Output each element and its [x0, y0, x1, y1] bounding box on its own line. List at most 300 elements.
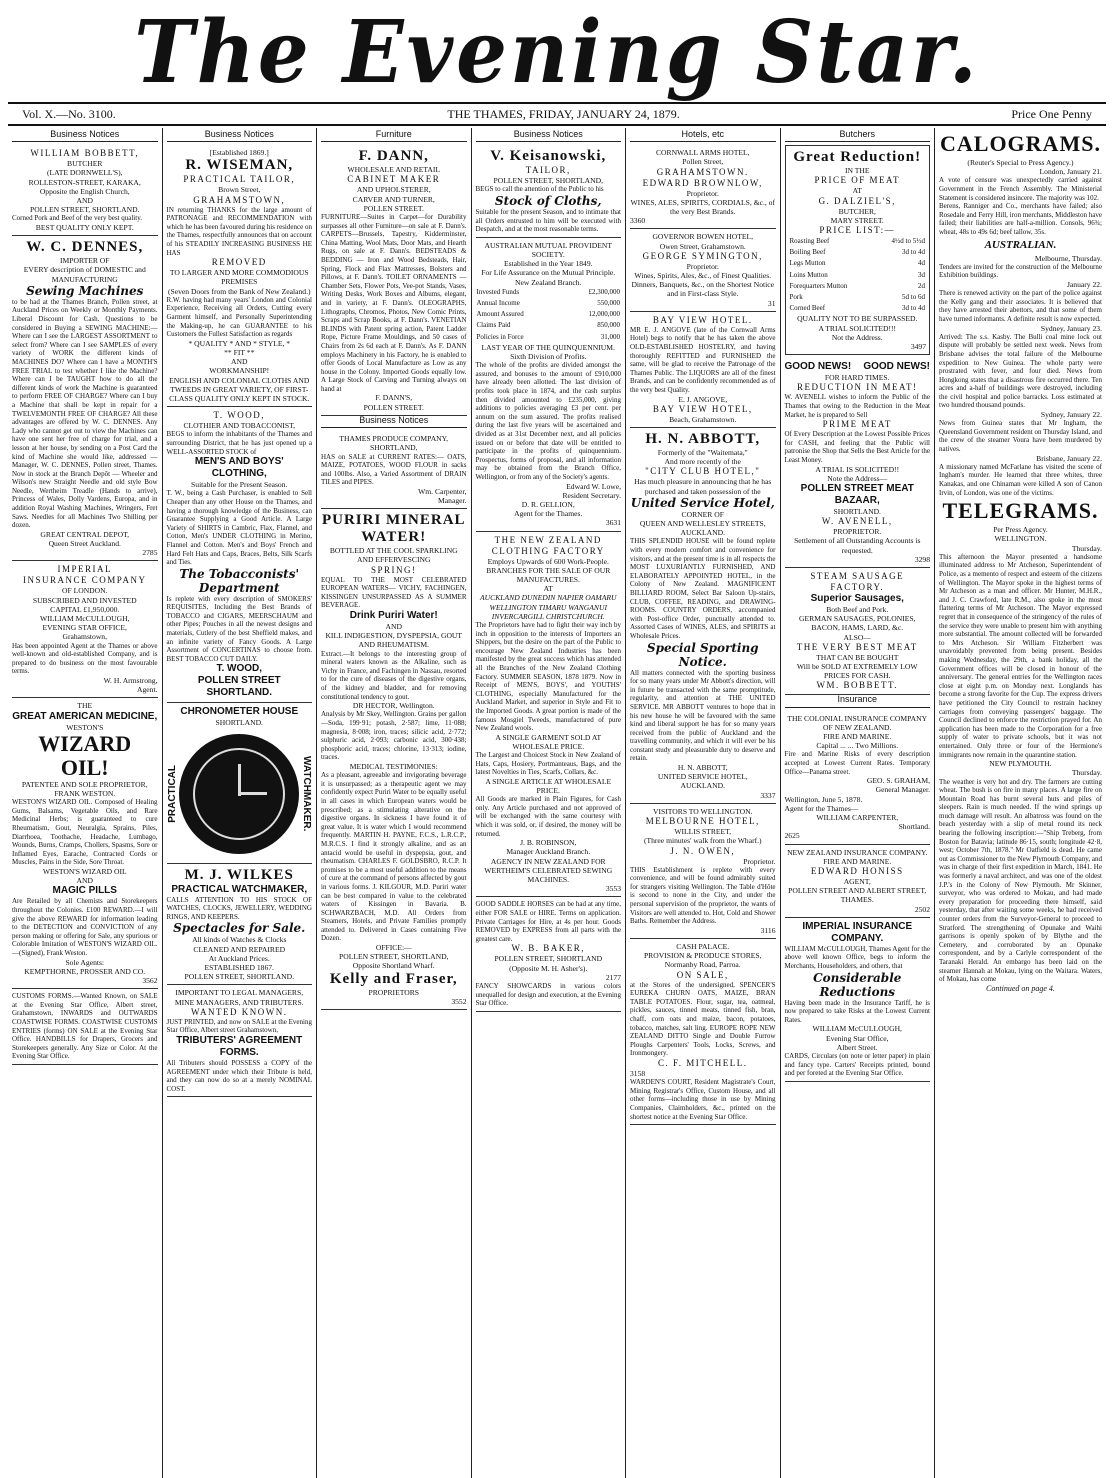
ad-line: Opposite the English Church, — [39, 186, 130, 196]
ad-line: Agent. — [137, 685, 158, 695]
ad-wilkes — [167, 864, 313, 986]
ad-nz-insurance — [785, 845, 931, 918]
ad-line: WM. BOBBETT. — [816, 680, 899, 691]
ad-line: THAT CAN BE BOUGHT — [816, 652, 899, 662]
ad-line: Albert Street. — [836, 1042, 878, 1052]
ad-line: W. H. Armstrong, — [103, 676, 158, 686]
ad-line: Resident Secretary. — [562, 490, 621, 500]
ad-line: FIRE AND MARINE. — [823, 856, 892, 866]
ad-line: ** FIT ** — [224, 347, 255, 357]
column-heading: Business Notices — [321, 416, 467, 428]
ad-line: (LATE DORNWELL'S), — [46, 168, 123, 178]
ad-melbourne-hotel — [630, 804, 776, 939]
table-cell-value: 3d to 4d — [902, 248, 925, 257]
ad-line: POLLEN STREET AND ALBERT STREET, — [788, 886, 927, 896]
ad-body: As a pleasant, agreeable and invigorating beverage it is unsurpassed; as a therapeutic agent we may confidently expect Puriri Water to be equally useful in all cases in which European waters would be prescribed; as a stimulating alterative on the digestive organs. In sickness I have found it of great value. It is water which I would recommend frequently. MARTIN H. PAYNE, F.C.S., L.R.C.P., M.R.C.S. I find it strongly alkaline, and as an antacid would be useful in dyspepsia, gout, and rheumatism. CHARLES F. GOLDSBRO, R.C.P. It promises to be a most useful addition to the means of cure at the command of persons affected by gout in various forms. J. KILGOUR, M.D. Puriri water can be best compared in value to the celebrated waters of Kissingen in Bavaria. B. SCHWARZBACH, M.D. All Orders from Steamers, Hotels, and Private Families promptly attended to. Delivered in Cases containing Five Dozen. — [321, 771, 467, 943]
table-cell-label: Invested Funds — [476, 287, 520, 296]
column-4 — [472, 128, 627, 1478]
ad-colonial-insurance — [785, 711, 931, 845]
ad-title: W. C. DENNES, — [26, 239, 144, 256]
ad-line: GERMAN SAUSAGES, POLONIES, — [799, 614, 916, 624]
ad-line: Both Beef and Pork. — [826, 605, 889, 615]
ad-body: All Goods are marked in Plain Figures, for Cash only. Any Article purchased and not approved of will be exchanged with the same courtesy with which it was sold, or, if desired, the money will be returned. — [475, 795, 621, 838]
ad-line: LAST YEAR OF THE QUINQUENNIUM. — [481, 342, 615, 352]
table-cell-label: Corned Beef — [789, 304, 826, 313]
ad-line: Sole Agents: — [65, 957, 105, 967]
ad-line: SPRING! — [370, 564, 417, 575]
ad-line: Not the Address. — [831, 332, 883, 342]
ad-line: THAMES PRODUCE COMPANY, SHORTLAND, — [339, 434, 449, 453]
section-heading: TELEGRAMS. — [942, 498, 1099, 524]
ad-line: Owen Street, Grahamstown. — [659, 241, 746, 251]
ad-line: ENGLISH AND COLONIAL CLOTHS AND TWEEDS IN GREAT VARIETY, OF FIRST-CLASS QUALITY ONLY KEPT IN STOCK. — [169, 375, 310, 403]
ad-keisanowski — [476, 145, 622, 238]
ad-number: 3631 — [605, 518, 621, 528]
news-paragraph: This afternoon the Mayor presented a handsome illuminated address to Mr Atcheson, Superintendent of Police, as a memento of respect and esteem of the citizens of Wellington. The Mayor spoke in the highest terms of Mr Atcheson as a man and officer. Mr Hunter, M.H.R., and J. C. Crawford, late R.M., also spoke in the most flattering terms of Mr Atcheson. The Mayor expressed regret that in consequence of the stringency of the rules of the service they were unable to present him with anything more substantial. The amount collected will be forwarded to Mrs Atcheson. Sir William Fitzherbert was unavoidably prevented from being present. Besides making Wednesday, the 29th, a bank holiday, all the Government offices will be closed in honour of the anniversary. The general entries for the Wellington races close at eight p.m. on Monday next. Longlands has become a strong favorite for the Cup. The express drivers have petitioned the City Council to restrain hackney carriages from conveying passengers' baggage. The Council declined to enforce the restriction prayed for. An application has been made to the Corporation for a free supply of water to private schools, but it was not entertained. Only three or four of the Hermione's immigrants now remain in the quarantine station. — [939, 552, 1102, 759]
ad-title: MELBOURNE HOTEL, — [645, 816, 760, 827]
ad-line: STEAM SAUSAGE FACTORY. — [810, 571, 905, 593]
ad-line: SHORTLAND. — [215, 718, 263, 728]
clock-hand — [239, 792, 267, 795]
ad-title: BAY VIEW HOTEL. — [652, 314, 753, 325]
ad-line: E. J. ANGOVE, — [678, 394, 728, 404]
ad-line: AND — [231, 357, 248, 367]
section-heading: CALOGRAMS. — [940, 131, 1101, 156]
masthead-title: The Evening Star. — [134, 1, 980, 103]
ad-line: PRACTICAL — [166, 764, 178, 823]
news-dateline: London, January 21. — [1039, 167, 1102, 177]
table-cell-value: 5d to 6d — [902, 293, 925, 302]
ad-line: A TRIAL IS SOLICITED!! — [815, 464, 900, 474]
ad-line: Sixth Division of Profits. — [510, 352, 587, 362]
amp-table-row — [476, 332, 622, 343]
ad-line: Note the Address— — [827, 473, 888, 483]
ad-line: VISITORS TO WELLINGTON. — [653, 806, 753, 816]
ad-line: (Opposite M. H. Asher's). — [509, 963, 588, 973]
ad-body: MR E. J. ANGOVE (late of the Cornwall Arms Hotel) begs to notify that he has taken the above OLD-ESTABLISHED HOSTELRY, and having thoroughly REFITTED and FURNISHED the same, will be glad to receive the Patronage of the Thames Public. The LIQUORS are all of the finest Brands, and can be confidently recommended as of the very best Quality. — [630, 325, 776, 394]
column-3 — [317, 128, 472, 1478]
ad-line: Dinners, Banquets, &c., on the Shortest Notice and in First-class Style. — [631, 280, 775, 299]
ad-line: The Tobacconists' Department — [179, 566, 300, 595]
ad-line: Evening Star Office, — [826, 1033, 889, 1043]
ad-body: CALLS ATTENTION TO HIS STOCK OF WATCHES, CLOCKS, JEWELLERY, WEDDING RINGS, AND KEEPERS. — [166, 895, 312, 921]
volume-number: Vol. X.—No. 3100. — [22, 106, 116, 121]
ad-line: Corned Pork and Beef of the very best quality. — [12, 214, 142, 223]
price-table-row — [789, 270, 927, 281]
column-6 — [781, 128, 936, 1478]
news-dateline: January 22. — [1066, 279, 1102, 289]
clock-row — [167, 728, 313, 860]
amp-table — [476, 287, 622, 343]
ad-line: Has much pleasure in announcing that he has purchased and taken possession of the — [634, 477, 772, 496]
ad-line: POLLEN STREET. — [363, 402, 424, 412]
ad-line: PRIME MEAT — [822, 419, 892, 430]
column-5 — [626, 128, 781, 1478]
news-dateline: WELLINGTON. — [994, 534, 1047, 544]
ad-line: THE NEW ZEALAND — [494, 534, 602, 545]
ad-number: 2177 — [605, 972, 621, 982]
ad-line: Capital ... ... Two Millions. — [816, 741, 899, 751]
column-heading: Insurance — [785, 695, 931, 707]
ad-line: SHORTLAND. — [833, 507, 881, 517]
ad-line: ALSO— — [843, 632, 871, 642]
ad-line: GOOD NEWS! — [784, 361, 852, 373]
ad-body: GOOD SADDLE HORSES can be had at any time, either FOR SALE or HIRE. Terms on application. Private Carriages for Hire, at 4s per hour. Goods REMOVED by EXPRESS from all parts with the greatest care. — [475, 900, 621, 943]
ad-thames-produce — [321, 431, 467, 509]
price-table-row — [789, 258, 927, 269]
ad-line: MAGIC PILLS — [52, 885, 117, 897]
ad-number: 3553 — [605, 884, 621, 894]
ad-line: POLLEN STREET MEAT BAZAAR, — [800, 483, 914, 507]
news-dateline: Melbourne, Thursday. — [1034, 253, 1102, 263]
ad-line: Wm. Carpenter, — [418, 486, 467, 496]
ad-line: GREAT CENTRAL DEPOT, — [40, 529, 130, 539]
ad-title: T. WOOD, — [213, 410, 265, 421]
ad-line: MEDICAL TESTIMONIES: — [349, 762, 438, 771]
place-date: THE THAMES, FRIDAY, JANUARY 24, 1879. — [447, 106, 680, 121]
ad-line: TAILOR, — [525, 165, 571, 176]
ad-dalziel — [785, 145, 931, 355]
column-heading: Business Notices — [476, 130, 622, 142]
ad-line: OFFICE:— — [375, 943, 412, 953]
news-paragraph: A vote of censure was unexpectedly carried against Government in the French Assembly. The Ministerial Statement is considered insincere. The majority was 102. — [939, 176, 1102, 202]
ad-line: PROPRIETORS — [368, 987, 419, 997]
columns — [8, 128, 1106, 1478]
ad-line: For Life Assurance on the Mutual Principle. — [481, 268, 616, 278]
ad-body: CUSTOMS FORMS.—Wanted Known, on SALE at the Evening Star Office, Albert street, Grahamstown, INWARDS and OUTWARDS COASTWISE FORMS. COASTWISE CUSTOMS ENTRIES (forms) ON SALE at the Evening Star Office. HANDBILLS for Drapers, Grocers and Storekeepers generally. Any Size or Color. At the Evening Star Office. — [12, 992, 158, 1061]
ad-body: THIS Establishment is replete with every convenience, and will be found admirably suited for strangers visiting Wellington. The Table d'Hôte is second to none in the City, and under the personal supervision of the proprietor, the wants of Visitors are well attended to. Hot, Cold and Shower Baths. Remember the Address. — [630, 865, 776, 926]
news-paragraph: Berens, Ranniger and Co., merchants have failed; also Rosedale and Ferry Hill, iron merchants, Middleston have failed; their liabilities are half-a-million. Consols, 96¾; wheat, 48s to 49s 6d; beef tallow, 35s. — [939, 202, 1102, 236]
ad-chronometer-house — [167, 703, 313, 863]
ad-amp-society — [476, 238, 622, 532]
ad-line: THE COLONIAL INSURANCE COMPANY OF NEW ZEALAND. — [787, 713, 928, 732]
ad-line: Beach, Grahamstown. — [669, 414, 737, 424]
ad-line: AND — [385, 622, 402, 632]
ad-line: Edward W. Lowe, — [566, 481, 621, 491]
ad-number: 3116 — [760, 925, 776, 935]
table-cell-value: 2d — [918, 281, 925, 290]
ad-line: Suitable for the Present Season. — [191, 480, 288, 490]
ad-line: F. DANN'S, — [375, 393, 413, 403]
ad-body: BEGS to inform the inhabitants of the Thames and surrounding District, that he has just opened up a WELL-ASSORTED STOCK of — [166, 430, 312, 456]
ad-body: FANCY SHOWCARDS in various colors unequalled for design and execution, at the Evening Star Office. — [475, 982, 621, 1008]
ad-wizard-oil — [12, 698, 158, 989]
dateline — [8, 102, 1106, 126]
ad-line: SHORTLAND. — [206, 687, 273, 699]
amp-table-row — [476, 298, 622, 309]
ad-title: Great Reduction! — [793, 149, 922, 166]
amp-table-row — [476, 309, 622, 320]
ad-body: FURNITURE—Suites in Carpet—for Durability surpasses all other Furniture—on sale at F. Dann's. CARPETS—Brussels, Tapestry, Kidderminster, China Matting, Wool Mats, Door Mats, and Hearth Rugs, on sale at F. Dann's. BEDSTEADS & BEDDING — Iron and Wood Bedsteads, Hair, Spring, Flock and Flax Mattresses, Bolsters and Pillows, at F. Dann's. TOILET ORNAMENTS — Chamber Sets, Flower Pots, Vee-pot Stands, Vases, Writing Desks, Work Boxes and Albums, elegant, and in variety, at F. Dann's. OLEOGRAPHS, Lithographs, Chromos, Photos, New Comic Prints, Scraps and Scrap Books, at F. Dann's. VENETIAN BLINDS with Patent spring action, Patent Ladder Rope, Picture Frame Mouldings, and 50 cases of Chairs from 2s 6d each at F. Dann's. As F. DANN employs Machinery in his Factory, he is enabled to offer Goods of Local Manufacture as Low as any house in the Colony. Imported Goods equally low. A Large Stock of Carving and Turning always on hand at — [321, 213, 467, 393]
ad-line: ESTABLISHED 1867. — [204, 963, 274, 973]
ad-line: GREAT AMERICAN MEDICINE, — [12, 710, 158, 722]
ad-nz-clothing-factory — [476, 532, 622, 898]
table-cell-label: Amount Assured — [476, 310, 524, 319]
ad-customs-forms — [12, 989, 158, 1065]
ad-line: WANTED KNOWN. — [191, 1006, 288, 1017]
continued-note: Continued on page 4. — [986, 983, 1055, 993]
ad-line: MARY STREET. — [830, 215, 884, 225]
ad-number: 3360 — [630, 216, 646, 226]
ad-line: C. F. MITCHELL. — [657, 1058, 748, 1069]
ad-line: PRACTICAL WATCHMAKER, — [171, 883, 308, 895]
ad-title: Kelly and Fraser, — [329, 970, 458, 987]
table-cell-label: Loins Mutton — [789, 270, 828, 279]
table-cell-value: 3d — [918, 270, 925, 279]
ad-cornwall-arms — [630, 145, 776, 229]
ad-number: 3158 — [630, 1069, 646, 1079]
ad-line: AUCKLAND. — [680, 781, 725, 791]
ad-line: Proprietor. — [743, 856, 776, 866]
ad-line: REDUCTION IN MEAT! — [797, 382, 918, 393]
ad-body: W. AVENELL wishes to inform the Public of the Thames that owing to the Reduction in the Meat Market, he is prepared to Sell — [784, 393, 930, 419]
ad-body: Has been appointed Agent at the Thames or above well-known and old-established Company, and is prepared to do business on the most favourable terms. — [12, 641, 158, 676]
ad-title: F. DANN, — [358, 148, 429, 165]
ad-line: IMPERIAL — [57, 564, 112, 575]
ad-line: OF LONDON. — [61, 586, 108, 596]
ad-line: POLLEN STREET, SHORTLAND, — [493, 176, 603, 186]
table-cell-value: 550,000 — [597, 299, 620, 307]
ad-line: REMOVED — [211, 257, 267, 268]
ad-body: at the Stores of the undersigned, SPENCER'S EUREKA CHURN OATS, MAIZE, BRAN TABLE POTATOES. Flour, sugar, tea, oatmeal, pickles, sauces, tinned meats, tinned fish, bran, chaff, corn oats and maize, bacon, potatoes, tobacco, matches, salt ling. EUROPE ROPE NEW ZEALAND DITTO Single and Double Furrow Ploughs Carpenters' Tools, Locks, Screws, and Ironmongery. — [630, 980, 776, 1058]
ad-body: Are Retailed by all Chemists and Storekeepers throughout the Colonies. £100 REWARD.—I will give the above REWARD for information leading to the DETECTION and CONVICTION of any person making or offering for Sale, any spurious or Colorable Imitation of WESTON'S WIZARD OIL.—(Signed), Frank Weston. — [12, 897, 158, 957]
news-paragraph: News from Guinea states that Mr Ingham, the Queensland Government resident on Thursday Island, and the crew of the steamer Voura have been murdered by natives. — [939, 419, 1102, 454]
ad-body: THIS SPLENDID HOUSE will be found replete with every modern comfort and convenience for visitors, and at the present time is in all respects the MOST LUXURIANTLY FURNISHED, AND ELABORATELY APPOINTED HOTEL, in the Colony of New Zealand. MAGNIFICENT BILLIARD ROOM, Select Bar Saloon Up-stairs, CLUB, COFFEE, READING, and DRAWING-ROOMS. COUNTRY ORDERS, accompanied with Post-office Order, punctually attended to. Assorted Cases of WINES, ALES, and SPIRITS at Wholesale Prices. — [630, 537, 776, 640]
ad-line: AND UPHOLSTERER, — [356, 185, 431, 195]
ad-line: WINES, ALES, SPIRITS, CORDIALS, &c., of the very Best Brands. — [630, 197, 775, 217]
ad-t-wood — [167, 407, 313, 703]
table-cell-value: 31,000 — [600, 332, 620, 341]
ad-line: CHRONOMETER HOUSE — [180, 706, 299, 718]
ad-title: M. J. WILKES — [184, 866, 294, 883]
ad-line: UNITED SERVICE HOTEL, — [657, 772, 748, 782]
ad-body: to be had at the Thames Branch, Pollen street, at Auckland Prices on Weekly or Monthly Payments. Liberal Discount for Cash. Questions to be considered in Buying a SEWING MACHINE:— Where can I see the LARGEST ASSORTMENT to select from? Where can I see SAMPLES of every variety of WORK the different kinds of MACHINES DO? Where can I have a MONTH'S FREE TRIAL to test whether I like the Machine? Where can I be TAUGHT how to do all the different kinds of work the Machine is guaranteed to perform FREE OF CHARGE? Where can I buy a Machine that shall be kept in repair for a TWELVEMONTH FREE OF CHARGE? All these advantages are offered by W. C. DENNES. Any Lady who cannot get out to view the Machines can have one sent her free of charge for trial, and a lesson at her house, by sending on a Post Card the kind of Machine she would like, addressed — Manager, W. C. DENNES, Pollen street, Thames. Now in stock at the Branch Depôt — Wheeler and Wilson's new Straight Needle and old style Bow Needle, Wertheim Treadle (Hands to arrive), Princess of Wales, Dolly Vardens, Europa, and in addition Royal Washing Machines, Wringers, Fret Saws. Needles for all Machines Two Shilling per dozen. — [12, 297, 158, 530]
table-cell-label: Legs Mutton — [789, 259, 826, 268]
ad-line: [Established 1869.] — [209, 148, 269, 158]
ad-line: Settlement of all Outstanding Accounts is requested. — [794, 536, 921, 555]
ad-number: 2502 — [914, 904, 930, 914]
ad-bay-view-hotel — [630, 312, 776, 428]
ad-sausage-factory — [785, 568, 931, 695]
ad-line: Shortland. — [898, 822, 930, 832]
table-cell-label: Policies in Force — [476, 332, 524, 341]
ad-line: PRICE LIST:— — [819, 225, 896, 236]
ad-body: Of Every Description at the Lowest Possible Prices for CASH, and feeling that the Public will patronise the Shop that Sells the Best Article for the Least Money. — [784, 430, 930, 465]
news-paragraph: Tenders are invited for the construction of the Melbourne Exhibition buildings. — [939, 262, 1102, 280]
ad-body: WARDEN'S COURT, Resident Magistrate's Court, Mining Registrar's Office, Custom House, and all other forms—including those in use by Mining Companies, Claimholders, &c., printed on the shortest notice at the Evening Star Office. — [630, 1078, 776, 1121]
column-7-news — [935, 128, 1106, 1478]
ad-line: AT — [543, 584, 553, 594]
ad-body: WILLIAM McCULLOUGH, Thames Agent for the above well known Office, begs to inform the Merchants, Householders, and others, that — [784, 944, 930, 971]
news-dateline: Brisbane, January 22. — [1036, 453, 1102, 463]
price-table — [789, 236, 927, 314]
ad-line: NEW ZEALAND INSURANCE COMPANY. — [787, 847, 928, 857]
ad-body: All Tributers should POSSESS a COPY of the AGREEMENT under which their Tribute is held, and they can now do so at a merely NOMINAL COST. — [166, 1059, 312, 1093]
ad-line: QUEEN AND WELLESLEY STREETS, AUCKLAND. — [639, 519, 766, 538]
price-table-row — [789, 281, 927, 292]
ad-line: (Seven Doors from the Bank of New Zealand.) — [167, 286, 311, 296]
ad-line: Spectacles for Sale. — [173, 921, 306, 936]
ad-body: BEGS to call the attention of the Public to his — [475, 185, 604, 194]
ad-line: Manager Auckland Branch. — [506, 847, 591, 857]
ad-number: 3337 — [760, 790, 776, 800]
ad-line: WILLIAM McCULLOUGH, — [40, 614, 130, 624]
ad-line: TRIBUTERS' AGREEMENT FORMS. — [176, 1035, 303, 1059]
ad-line: PROVISION & PRODUCE STORES, — [643, 951, 762, 961]
table-cell-value: 3d to 4d — [902, 304, 925, 313]
ad-line: GEO. S. GRAHAM, — [866, 776, 930, 786]
table-cell-value: 850,000 — [597, 321, 620, 330]
table-cell-label: Forequarters Mutton — [789, 281, 848, 290]
ad-line: BAY VIEW HOTEL, — [652, 403, 753, 414]
news-dateline: Thursday. — [1071, 543, 1102, 553]
ad-line: "CITY CLUB HOTEL," — [645, 466, 761, 477]
ad-body: Is replete with every description of SMOKERS' REQUISITES, Including the Best Brands of TOBACCO and CIGARS, MEERSCHAUM and other Pipes; Pouches in all the newest designs and materials, Cutlery of the best Sheffield makes, and an infinite variety of Fancy Goods. A Large Assortment of CONCERTINAS to choose from. BEST TOBACCO CUT DAILY. — [166, 594, 312, 663]
ad-line: Agent for the Thames. — [514, 509, 583, 519]
news-paragraph: The weather is very hot and dry. The farmers are cutting wheat. The bush is on fire in many places. A large fire on Mountain Road has burnt several huts and piles of sleepers. Rain is much needed. If the wind springs up much damage will result. An albatross was found on the beach yesterday with a slip of metal round its neck bearing the following inscription:—"Ship Treberg, from Boston for Batavia; latitude 86·15, south; longitude 42·8, west; October 7th, 1878." Mr Oatfield is dead. He came out as Commissioner to the New Plymouth Company, and was in charge of their first expedition in March, 1841. He was formerly a naval architect, and was one of the oldest J.P.'s in the Colony of New Plymouth. Mr Skinner, surveyor, who was ordered to Mokau, and had made every preparation for proceeding there himself, said yesterday, that after waiting some weeks, he had received counter orders from the Surveyor-General to proceed to Stratford. The strengthening of Opunake and Waihi garrisons is openly spoken of by Blythe and the Cemetery, and corroborated by an Opunake correspondent, and by a Carlyle correspondent of the Taranaki Herald. An embargo has been laid on the steamer Hannah at Mokau, lying on the Waitara. Waters, of Mokau, has come — [939, 777, 1102, 984]
ad-body: HAS on SALE at CURRENT RATES:— OATS, MAIZE, POTATOES, WOOD FLOUR in sacks and 100lbs. Also, a Varied Assortment of DRAIN TILES and PIPES. — [321, 452, 467, 487]
ad-line: GRAHAMSTOWN, — [193, 194, 286, 205]
ad-title: WIZARD OIL! — [38, 730, 132, 780]
table-cell-value: 4d — [918, 259, 925, 268]
news-paragraph: A missionary named McFarlane has visited the scene of Ingham's murder. He learned that three whites, three Kanakas, and one Chinaman were killed A son of Canon Irvin, of London, was one of the victims. — [939, 462, 1102, 497]
ad-line: W. B. BAKER, — [511, 943, 585, 954]
column-1 — [8, 128, 163, 1478]
ad-body: T. W., being a Cash Purchaser, is enabled to Sell Cheaper than any other House on the Thames, and having a thorough knowledge of the Business, can Guarantee Supplying a Good Article. A Large Variety of SHIRTS in Cambric, Flax, Flannel, and Cotton, Men's UNDER CLOTHING in Merino, Flannel and Cotton. Men's and Boys' French and Hard Felt Hats and Caps, Braces, Belts, Silk Scarfs and Ties. — [166, 489, 312, 567]
ad-line: Agent for the Thames— — [784, 803, 859, 813]
ad-dennes — [12, 236, 158, 561]
ad-line: WILLIAM CARPENTER, — [816, 813, 899, 823]
ad-line: IMPORTANT TO LEGAL MANAGERS, MINE MANAGERS, AND TRIBUTERS. — [174, 988, 304, 1007]
ad-line: BACON, HAMS, LARD, &c. — [811, 623, 904, 633]
column-heading: Butchers — [785, 130, 931, 142]
ad-line: IMPORTER OF — [59, 256, 110, 266]
ad-line: Proprietor. — [686, 188, 719, 198]
ad-line: W. AVENELL, — [821, 516, 893, 527]
ad-line: FOR HARD TIMES. — [824, 373, 890, 383]
ad-line: AT — [852, 186, 862, 196]
ad-line: G. DALZIEL'S, — [818, 195, 896, 206]
ad-abbott — [630, 428, 776, 804]
ad-line: POLLEN STREET — [197, 675, 281, 687]
ad-bobbett — [12, 145, 158, 236]
ad-line: BOTTLED AT THE COOL SPARKLING AND EFFERVESCING — [329, 546, 458, 565]
ad-line: General Manager. — [875, 785, 930, 795]
ad-line: Employs Upwards of 600 Work-People. — [487, 556, 609, 566]
ad-number: 3298 — [914, 554, 930, 564]
ad-line: WATCHMAKER. — [301, 755, 312, 832]
ad-title: R. WISEMAN, — [185, 157, 294, 174]
price-table-row — [789, 292, 927, 303]
ad-line: T. WOOD, — [216, 663, 263, 675]
ad-body: IN returning THANKS for the large amount of PATRONAGE and RECOMMENDATION with which he has been favoured during his residence on the Thames, respectfully announces that on account of his STEADILY INCREASING BUSINESS HE HAS — [166, 205, 312, 257]
table-cell-value: £2,300,000 — [588, 287, 620, 296]
ad-line: Wines, Spirits, Ales, &c., of Finest Qualities. — [634, 271, 772, 281]
ad-line: CABINET MAKER — [347, 174, 441, 185]
ad-number: 3497 — [910, 342, 926, 352]
ad-line: * QUALITY * AND * STYLE, * — [188, 338, 291, 348]
ad-line: CORNWALL ARMS HOTEL, — [655, 148, 750, 158]
ad-line: DR HECTOR, Wellington. — [352, 701, 435, 711]
ad-line: All kinds of Watches & Clocks — [192, 935, 287, 945]
ad-line: Special Sporting Notice. — [646, 640, 759, 669]
column-heading: Business Notices — [167, 130, 313, 142]
ad-line: At Auckland Prices. — [208, 953, 270, 963]
ad-line: ON SALE, — [676, 969, 729, 980]
news-dateline: NEW PLYMOUTH. — [989, 759, 1052, 769]
ad-number: 2625 — [784, 831, 800, 841]
table-cell-value: 4½d to 5½d — [891, 237, 925, 246]
ad-title: H. N. ABBOTT, — [645, 431, 761, 447]
ad-avenell — [785, 358, 931, 568]
ad-line: FIRE AND MARINE. — [823, 732, 892, 742]
ad-line: CLEANED AND REPAIRED — [193, 944, 286, 954]
ad-line: D. R. GELLION, — [521, 499, 575, 509]
price-table-row — [789, 236, 927, 247]
column-heading: Hotels, etc — [630, 130, 776, 142]
ad-body: Extract.—It belongs to the interesting group of mineral waters known as the Alkaline, such as Vichy in France, and Fachingen in Nassau, resorted to for the cure of diseases of the digestive organs, of the kidney and bladder, and for removing constitutional tendency to gout. — [321, 649, 467, 701]
section-subheading: AUSTRALIAN. — [984, 238, 1057, 251]
ad-wiseman — [167, 145, 313, 407]
ad-tributers — [167, 985, 313, 1097]
ad-body: Analysis by Mr Skey, Wellington. Grains per gallon—Soda, 199·91; potash, 2·587; lime, 11·088; magnesia, 8·008; iron, traces; silicic acid, 2·772; sulphuric acid, 2·093; carbonic acid, 300·438; phosphoric acid, traces; chlorine, 13·313; iodine, traces. — [321, 710, 467, 762]
ad-line: WESTON'S — [66, 722, 104, 732]
column-heading: Furniture — [321, 130, 467, 142]
ad-line: A SINGLE GARMENT SOLD AT WHOLESALE PRICE. — [495, 732, 602, 751]
ad-line: WESTON'S WIZARD OIL — [42, 867, 127, 877]
ad-body: Suitable for the present Season, and to intimate that all Orders entrusted to him will be executed with Despatch, and at the most reasonable terms. — [475, 208, 621, 234]
ad-line: Grahamstown, — [62, 632, 107, 642]
column-heading: Business Notices — [12, 130, 158, 142]
ad-line: POLLEN STREET, SHORTLAND. — [29, 205, 140, 215]
news-source: Per Press Agency. — [993, 525, 1048, 535]
ad-imperial-insurance — [12, 561, 158, 698]
ad-title: WATER! — [361, 529, 427, 546]
ad-line: IN THE — [844, 166, 870, 176]
ad-line: POLLEN STREET, SHORTLAND, — [338, 952, 449, 962]
ad-line: Manager. — [438, 496, 467, 506]
ad-line: New Zealand Branch. — [515, 277, 582, 287]
ad-line: J. N. OWEN, — [670, 845, 736, 856]
ad-line: GOVERNOR BOWEN HOTEL, — [652, 232, 754, 242]
ad-line: Wellington, June 5, 1878. — [784, 794, 863, 804]
ad-line: CAPITAL £1,950,000. — [50, 604, 120, 614]
ad-line: Established in the Year 1849. — [503, 259, 593, 269]
ad-line: Proprietor. — [686, 261, 719, 271]
ad-line: WILLIAM BOBBETT, — [30, 148, 140, 159]
ad-line: WILLIAM McCULLOUGH, — [812, 1024, 902, 1034]
ad-line: Superior Sausages, — [810, 593, 904, 605]
good-news-row — [785, 361, 931, 373]
ad-line: (Three minutes' walk from the Wharf.) — [643, 836, 762, 846]
ad-line: Sewing Machines — [26, 283, 144, 298]
ad-governor-bowen — [630, 229, 776, 311]
ad-line: AGENT, — [843, 877, 871, 887]
ad-line: Queen Street Auckland. — [48, 539, 121, 549]
ad-title: V. Keisanowski, — [490, 148, 607, 165]
ad-title: PURIRI MINERAL — [321, 512, 466, 529]
ad-number: 2785 — [142, 548, 158, 558]
ad-line: And more recently of the — [664, 457, 741, 467]
ad-line: THE — [77, 701, 93, 711]
clock-icon — [179, 734, 299, 854]
ad-body: R.W. having had many years' London and Colonial Experience, Receiving all Orders, Cutting every Garment himself, and Personally Superintending the Making-up, he can GUARANTEE to his Customers the Fullest Satisfaction as regards — [166, 295, 312, 339]
ad-line: WORKMANSHIP! — [209, 366, 270, 376]
ad-body: The whole of the profits are divided amongst the assured, and bonuses to the amount of £910,000 have already been allotted. The last division of profits took place in 1874, and the cash surplus then divided amounted to £235,000, giving additions to policies averaging £3 per cent. per annum on the sum assured. The profits realised during the last five years will be ascertained and divided as at 31st December next, and all policies issued on or before that date will be entitled to participate in the profits of quinquennium. Prospectus, forms of proposal, and all information may be obtained from the Branch Office, Wellington, or from any of the Society's agents. — [475, 361, 621, 481]
ad-puriri — [321, 509, 467, 1010]
ad-number: 3562 — [142, 976, 158, 985]
ad-line: Opposite Shortland Wharf. — [352, 961, 435, 971]
